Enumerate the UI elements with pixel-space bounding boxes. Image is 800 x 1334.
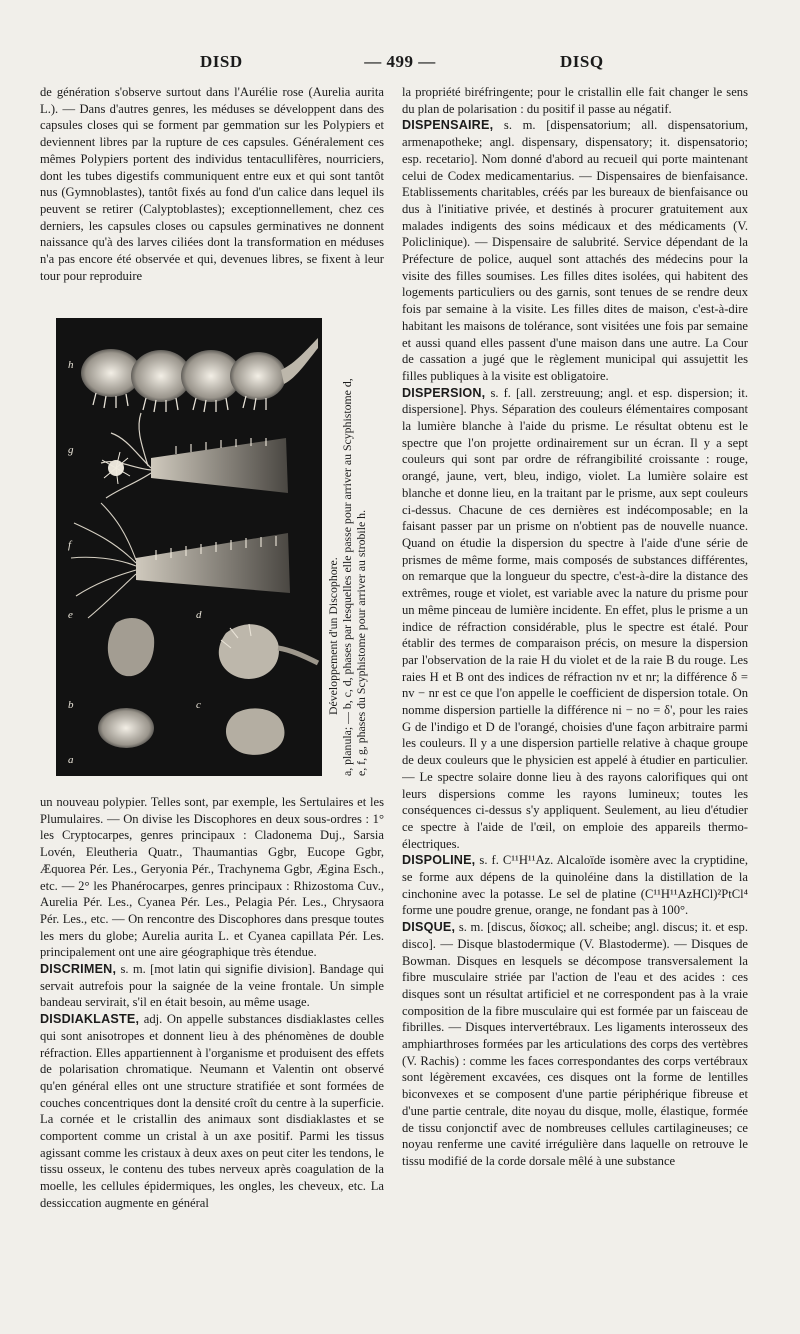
entry-body-disdiaklaste: adj. On appelle substances disdiaklastes celles qui sont anisotropes et donnent lieu à des phénomènes de double réfraction. Elles appartiennent à l'organisme et produisent des effets de polarisation chromatique. Neumann et Valentin ont observé qu'en général elles ont une structure stratifiée et sont formées de couches concentriques dont la densité croît du centre à la superficie. La cornée et le cristallin des animaux sont disdiaklastes et se comportent comme un cristal à un axe positif. Parmi les tissus agissant comme les cristaux à deux axes on peut citer les tendons, le tissu osseux, le contenu des tubes nerveux après coagulation de la moelle, les cellules épidermiques, les ongles, les cheveux, etc. La dessiccation augmente en général	[40, 1012, 384, 1210]
figure-caption-line-1: a, planula; — b, c, d, phases par lesquelles elle passe pour arriver au Scyphistome d,	[340, 378, 354, 776]
discophore-intro-paragraph: de génération s'observe surtout dans l'Aurélie rose (Aurelia aurita L.). — Dans d'autres genres, les méduses se développent dans des capsules closes qui se forment par gemmation sur les Polypiers et deviennent libres par la rupture de ces capsules. Généralement ces mêmes Polypiers portent des individus tentacullifères, nourriciers, dont les tubes digestifs communiquent entre eux et qui sont tantôt nus (Gymnoblastes), tantôt fixés au fond d'un calice dans lequel ils peuvent se retirer (Calyptoblastes); exceptionnellement, chez ces derniers, les capsules closes ou capsules germinatives ne donnent naissance qu'à des larves ciliées dont la transformation en méduses n'a pas encore été observée et qui, devenues libres, se fixent à leur tour pour reproduire	[40, 85, 384, 283]
figure-caption-line-2: e, f, g, phases du Scyphistome pour arriver au strobile h.	[354, 509, 368, 776]
page-number: — 499 —	[364, 52, 436, 71]
entry-body-dispersion: s. f. [all. zerstreuung; angl. et esp. dispersion; it. dispersione]. Phys. Séparation des couleurs élémentaires composant la lumière blanche à l'aide du prisme. Le résultat obtenu est le spectre que l'on projette ordinairement sur un écran. Il y a sept couleurs qui sont par ordre de réfrangibilité croissante : rouge, orangé, jaune, vert, bleu, indigo, violet. La lumière solaire est blanche et donne lieu, en la traitant par le prisme, aux sept couleurs ci-dessus. Chacune de ces dernières est indécomposable; en la faisant passer par un prisme on n'obtient pas de nouvelle nuance. Quand on étudie la dispersion du spectre à l'aide d'une série de prismes de même forme, mais composés de substances différentes, on remarque que la longueur du spectre, c'est-à-dire la distance des extrêmes, rouge et violet, est variable avec la nature du prisme pour un même pinceau de lumière incidente. En effet, plus le prisme a un indice de réfraction considérable, plus le spectre est étalé. Pour établir des termes de comparaison précis, on mesure la dispersion par l'observation de la raie H du violet et de la raie B du rouge. Les raies H et B ont des indices de réfraction nv et nr; la différence δ = nv − nr est ce que l'on appelle le coefficient de dispersion totale. On nomme dispersion partielle la différence ni − no = δ', pour les raies G de l'indigo et D de l'orangé, choisies d'une façon arbitraire parmi les couleurs. Il y a une dispersion partielle relative à chaque groupe de deux couleurs que le physicien est appelé à étudier en particulier. — Le spectre solaire donne lieu à des rayons calorifiques qui ont leurs dispersions comme les rayons lumineux; toutes les conséquences ci-dessus s'y appliquent. Seulement, au lieu d'étudier ce spectre à l'aide de l'œil, on emploie des appareils thermo-électriques.	[402, 385, 748, 851]
entry-headword-disque: DISQUE,	[402, 920, 456, 935]
entry-body-dispoline: s. f. C¹¹H¹¹Az. Alcaloïde isomère avec la cryptidine, se forme aux dépens de la quinoléine dans la distillation de la cinchonine avec la potasse. Le sel de platine (C¹¹H¹¹AzHCl)²PtCl⁴ forme une poudre grenue, orange, ne fondant pas à 100°.	[402, 853, 748, 918]
figure-caption-title: Développement d'un Discophore.	[326, 557, 340, 715]
header-left-guideword: DISD	[200, 52, 243, 71]
entry-headword-dispersion: DISPERSION,	[402, 385, 486, 400]
entry-disque	[402, 919, 748, 1170]
stage-label-a: a	[68, 754, 74, 766]
header-right-guideword: DISQ	[560, 52, 604, 71]
entry-body-dispensaire: s. m. [dispensatorium; all. dispensatorium, armenapotheke; angl. dispensary, dispensatory; it. dispensatorio; esp. recetario]. Nom donné d'abord au recueil qui porte maintenant celui de Codex medicamentarius. — Dispensaires de bienfaisance. Etablissements charitables, créés par les bureaux de bienfaisance ou dus à l'initiative privée, et destinés à procurer gratuitement aux malades indigents des soins médicaux et des médicaments (V. Policlinique). — Dispensaire de salubrité. Service dépendant de la Préfecture de police, auquel sont attachés des médecins pour la visite des filles soumises. Les filles dites isolées, qui habitent des logements particuliers ou des garnis, sont tenues de se rendre deux fois par semaine à la visite. Les filles dites de maison, c'est-à-dire habitant les maisons de tolérance, sont visitées une fois par semaine et aussi quand elles passent d'une maison dans une autre. La Cour de cassation a jugé que le règlement municipal qui assujettit les filles publiques à la visite est obligatoire.	[402, 118, 748, 383]
stage-label-g: g	[68, 444, 74, 456]
stage-label-b: b	[68, 699, 74, 711]
entry-dispersion	[402, 385, 748, 853]
disdiaklaste-continuation: la propriété biréfringente; pour le cristallin elle fait changer le sens du plan de polarisation : du positif il passe au négatif.	[402, 85, 748, 116]
entry-body-disque: s. m. [discus, δίσκος; all. scheibe; angl. discus; it. et esp. disco]. — Disque blastodermique (V. Blastoderme). — Disques de Bowman. Disques en lesquels se décompose transversalement la fibre musculaire striée par l'action de l'eau et des acides : ces disques sont un résultat artificiel et ne correspondent pas à la vraie composition de la fibre musculaire qui est formée par un faisceau de fibrilles. — Disques intervertébraux. Les ligaments interosseux des amphiarthroses formées par les articulations des corps des vertèbres (V. Rachis) : comme les faces correspondantes des corps vertébraux sont légèrement excavées, ces disques ont la forme de lentilles biconvexes et se composent d'une partie périphérique fibreuse et d'une partie centrale, dite noyau du disque, molle, élastique, formée de tissu conjonctif avec de nombreuses cellules cartilagineuses; ce noyau renferme une cavité irrégulière dans laquelle on retrouve le tissu modifié de la corde dorsale mêlé à une substance	[402, 920, 748, 1168]
stage-label-c: c	[196, 699, 201, 711]
stage-label-h: h	[68, 359, 74, 371]
right-column	[402, 84, 748, 1264]
stage-label-e: e	[68, 609, 73, 621]
stage-label-f: f	[68, 539, 72, 551]
entry-body-discrimen: s. m. [mot latin qui signifie division]. Bandage qui servait autrefois pour la saignée de la veine frontale. Un simple bandeau servirait, s'il en était besoin, au même usage.	[40, 962, 384, 1010]
entry-dispoline	[402, 852, 748, 919]
running-header	[40, 52, 760, 76]
entry-headword-dispensaire: DISPENSAIRE,	[402, 118, 494, 133]
entry-headword-discrimen: DISCRIMEN,	[40, 962, 117, 977]
stage-label-d: d	[196, 609, 202, 621]
discophore-illustration	[56, 318, 322, 776]
engraving-drawing	[56, 318, 322, 776]
discophore-continuation-paragraph: un nouveau polypier. Telles sont, par exemple, les Sertulaires et les Plumulaires. — On divise les Discophores en deux sous-ordres : 1° les Cryptocarpes, genres principaux : Cladonema Duj., Sarsia Lovén, Eleutheria Quatr., Thaumantias Ggbr, Eucope Ggbr, Æquorea Pér. Les., Geryonia Pér., Trachynema Ggbr, Ægina Esch., etc. — 2° les Phanérocarpes, genres principaux : Rhizostoma Cuv., Aurelia Pér. Les., Cyanea Pér. Les., Pelagia Pér. Les., Chrysaora Pér. Les., etc. — On rencontre des Discophores dans presque toutes les mers du globe; Aurelia aurita L. et Cyanea capillata Pér. Les. principalement ont une aire géographique très étendue.	[40, 795, 384, 960]
entry-headword-disdiaklaste: DISDIAKLASTE,	[40, 1012, 140, 1027]
entry-discrimen	[40, 961, 384, 1011]
entry-headword-dispoline: DISPOLINE,	[402, 853, 476, 868]
entry-dispensaire	[402, 117, 748, 384]
entry-disdiaklaste	[40, 1011, 384, 1211]
